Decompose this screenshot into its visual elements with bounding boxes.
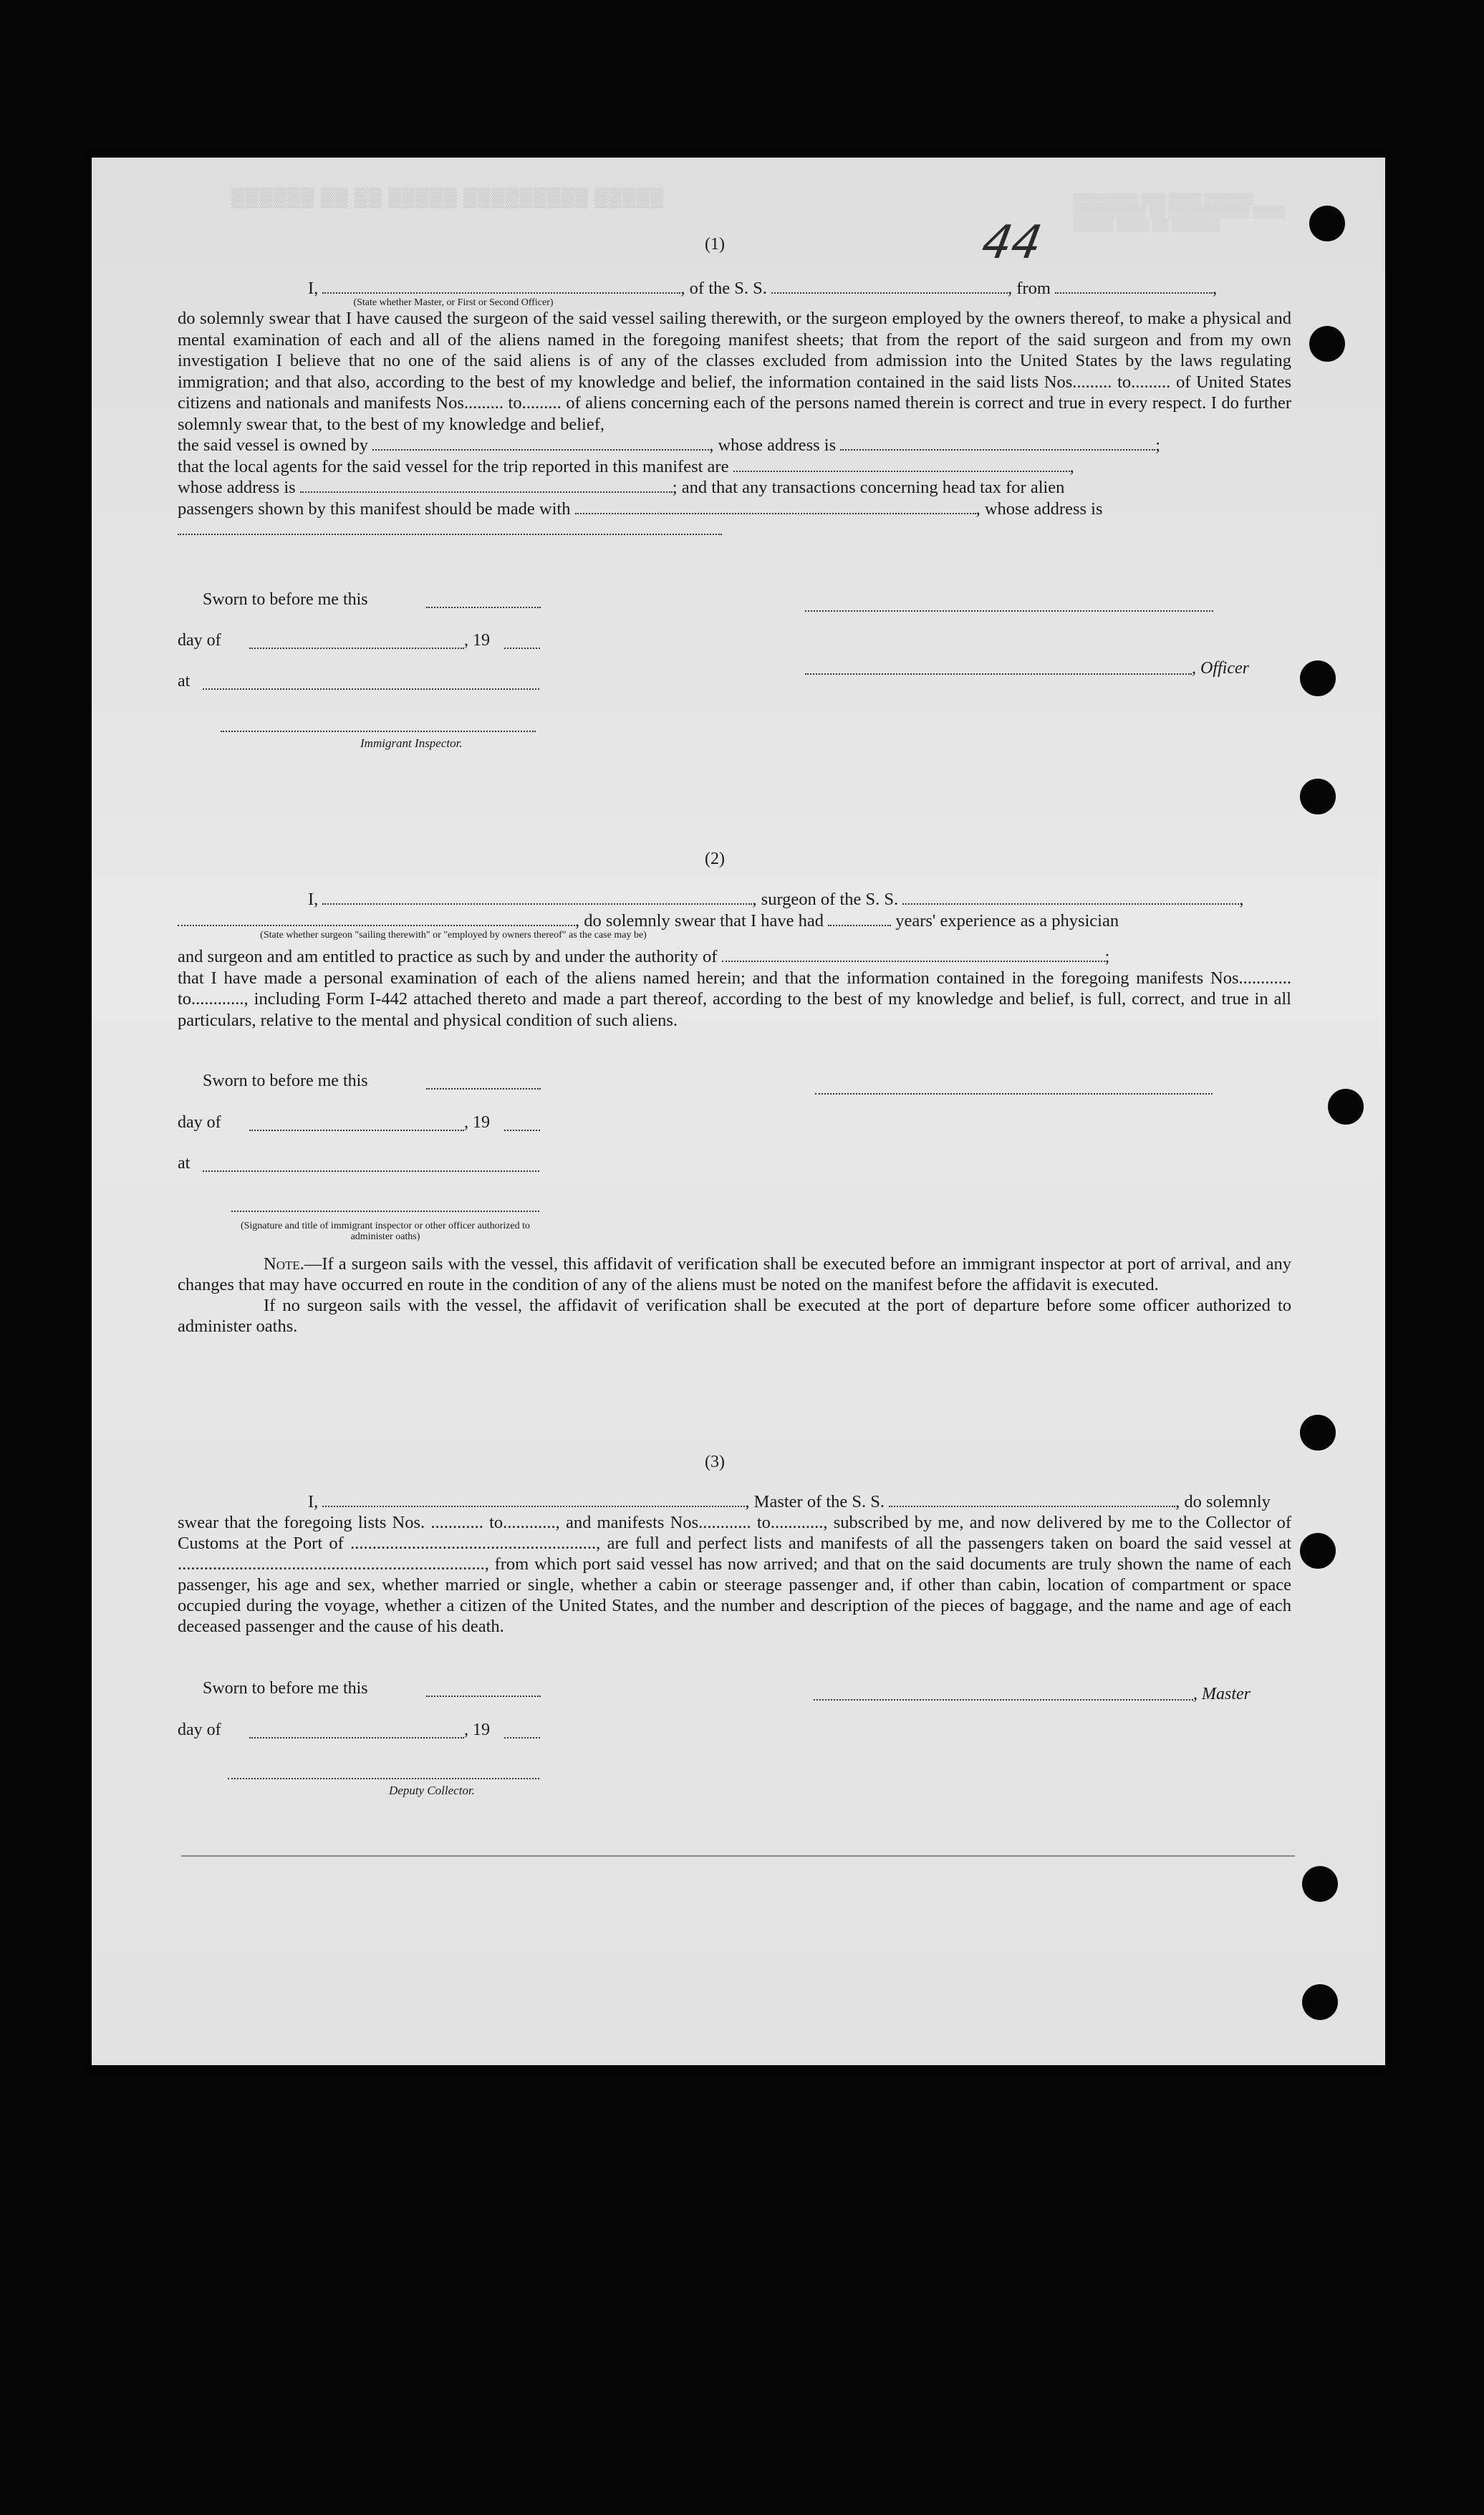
sec3-master-label: , Master of the S. S. <box>745 1492 885 1511</box>
note-label: Note. <box>264 1254 304 1274</box>
deputy-collector-signature-line <box>228 1778 539 1779</box>
head-tax-party-blank <box>575 501 976 514</box>
sec2-day-label: day of <box>178 1113 221 1132</box>
punch-hole <box>1300 779 1336 814</box>
section-3-body <box>178 1512 1291 1637</box>
years-experience-label: years' experience as a physician <box>895 910 1119 930</box>
agent-address-line <box>178 477 1291 499</box>
sec1-from-label: , from <box>1008 279 1051 298</box>
section-2-opening: I, , surgeon of the S. S. , , do solemnly swear that I have had years' experience as a physician <box>178 889 1291 931</box>
sec2-inspector-signature-line <box>231 1211 539 1212</box>
punch-hole <box>1300 660 1336 696</box>
sec2-day-blank <box>249 1130 464 1131</box>
master-name-blank <box>322 1494 745 1507</box>
departure-port-blank <box>1055 281 1213 294</box>
punch-hole <box>1302 1984 1338 2020</box>
sec2-at-label: at <box>178 1154 191 1173</box>
sec1-year-blank <box>504 648 540 649</box>
section-1-body <box>178 308 1291 541</box>
sec1-inspector-signature-line <box>221 731 536 732</box>
immigrant-inspector-caption: Immigrant Inspector. <box>360 736 463 750</box>
surgeon-name-blank <box>322 892 752 905</box>
agent-address-blank <box>300 480 673 493</box>
punch-hole <box>1309 206 1345 241</box>
owner-address-blank <box>840 438 1155 451</box>
punch-hole <box>1302 1866 1338 1902</box>
sec3-day-label: day of <box>178 1721 221 1739</box>
passengers-label: passengers shown by this manifest should be made with <box>178 499 571 519</box>
section-3-number: (3) <box>705 1453 725 1471</box>
officer-signature-line <box>805 673 1192 675</box>
sec2-year-blank <box>504 1130 540 1131</box>
sec2-year-label: , 19 <box>464 1113 490 1132</box>
officer-caption: (State whether Master, or First or Second Officer) <box>353 297 554 308</box>
punch-hole <box>1309 326 1345 362</box>
sec3-sworn-blank <box>426 1696 541 1697</box>
sec2-signature-caption: (Signature and title of immigrant inspector or other officer authorized to administer oaths) <box>240 1221 531 1242</box>
party-address-label: , whose address is <box>975 499 1103 519</box>
years-label: , do solemnly swear that I have had <box>575 910 824 930</box>
head-tax-label: ; and that any transactions concerning head tax for alien <box>672 478 1065 497</box>
party-address-blank <box>178 522 722 535</box>
manifest-page <box>92 158 1385 2065</box>
sec3-day-blank <box>249 1737 464 1739</box>
agent-address-label: whose address is <box>178 478 296 497</box>
sec1-right-signature-line <box>805 610 1213 612</box>
sec2-at-blank <box>203 1170 539 1172</box>
sec1-sworn-blank <box>426 607 541 608</box>
punch-hole <box>1300 1533 1336 1569</box>
sec2-sworn-blank <box>426 1088 541 1090</box>
bleed-through-text-right: ▒▒▒▒▒▒▒▒ ▒▒▒ ▒▒▒▒ ▒▒▒▒▒▒ ▒▒▒▒▒▒▒▒▒ ▒▒ ▒▒▒▒▒▒▒▒▒▒ ▒▒▒▒ ▒▒▒▒▒ ▒▒▒▒ ▒▒ ▒▒▒▒▒▒ <box>1073 193 1286 231</box>
surgeon-note <box>178 1254 1291 1337</box>
note-text-2: If no surgeon sails with the vessel, the affidavit of verification shall be executed at the port of departure before some officer authorized to administer oaths. <box>178 1296 1291 1336</box>
section-2-body: and surgeon and am entitled to practice as such by and under the authority of ; that I have made a personal examination of each of the aliens named herein; and that the information contained in the foregoing manifests Nos............ to............, including Form I-442 attached thereto and made a part thereof, according to the best of my knowledge and belief, is full, correct, and true in all particulars, relative to the mental and physical condition of such aliens. <box>178 947 1291 1030</box>
sec2-ship-blank <box>902 892 1239 905</box>
sec1-year-label: , 19 <box>464 631 490 650</box>
punch-hole <box>1328 1089 1364 1125</box>
owned-by-label: the said vessel is owned by <box>178 436 369 455</box>
sec1-sworn-label: Sworn to before me this <box>203 590 368 609</box>
years-blank <box>828 913 891 926</box>
bottom-rule <box>181 1855 1295 1857</box>
section-1-opening: I, , of the S. S. , from , <box>308 279 1218 298</box>
master-signature-line <box>814 1699 1193 1701</box>
section-1-oath-text: do solemnly swear that I have caused the surgeon of the said vessel sailing therewith, or the surgeon employed by the owners thereof, to make a physical and mental examination of each and all of the aliens named in the foregoing manifest sheets; that from the report of the said surgeon and from my own investigation I believe that no one of the said aliens is of any of the classes excluded from admission into the United States by the laws regulating immigration; and that also, according to the best of my knowledge and belief, the information contained in the said lists Nos......... to......... of United States citizens and nationals and manifests Nos......... to......... of aliens concerning each of the persons named therein is correct and true in every respect. I do further solemnly swear that, to the best of my knowledge and belief, <box>178 309 1291 434</box>
sec2-sworn-label: Sworn to before me this <box>203 1072 368 1090</box>
sec1-i: I, <box>308 279 319 298</box>
ship-name-blank <box>771 281 1008 294</box>
agents-blank <box>733 459 1070 472</box>
sec1-at-label: at <box>178 672 191 691</box>
sec2-ss-label: , surgeon of the S. S. <box>752 890 899 909</box>
owner-blank <box>372 438 709 451</box>
sec3-year-blank <box>504 1737 540 1739</box>
sec1-ss-label: , of the S. S. <box>680 279 767 298</box>
deputy-collector-caption: Deputy Collector. <box>389 1784 475 1797</box>
section-2-oath-text: that I have made a personal examination of each of the aliens named herein; and that the information contained in the foregoing manifests Nos............ to............, including Form I-442 attached thereto and made a part thereof, according to the best of my knowledge and belief, is full, correct, and true in all particulars, relative to the mental and physical condition of such aliens. <box>178 968 1291 1030</box>
passengers-line <box>178 499 1291 520</box>
punch-hole <box>1300 1415 1336 1451</box>
master-label: , Master <box>1193 1685 1251 1703</box>
sec1-at-blank <box>203 688 539 690</box>
sec3-ship-blank <box>889 1494 1175 1507</box>
sec3-year-label: , 19 <box>464 1721 490 1739</box>
officer-name-blank <box>322 281 680 294</box>
bleed-through-text: ▒▒▒▒▒▒ ▒▒ ▒▒ ▒▒▒▒▒ ▒▒▒▒▒▒▒▒▒ ▒▒▒▒▒ <box>231 186 665 208</box>
surgeon-caption: (State whether surgeon "sailing therewith" or "employed by owners thereof" as the case may be) <box>260 930 647 941</box>
sec2-right-signature-line <box>815 1093 1213 1095</box>
sec1-day-label: day of <box>178 631 221 650</box>
section-3-oath-text: swear that the foregoing lists Nos. ............ to............, and manifests Nos............ to............, subscribed by me, and now delivered by me to the Collector of Customs at the Port of ........................................................, are full and perfect lists and manifests of all the passengers taken on board the said vessel at ......................................................................, from which port said vessel has now arrived; and that on the said documents are truly shown the name of each passenger, his age and sex, whether married or single, whether a cabin or steerage passenger and, if other than cabin, location of compartment or space occupied during the voyage, whether a citizen of the United States, and the number and description of the pieces of baggage, and the name and age of each deceased passenger and the cause of his death. <box>178 1513 1291 1636</box>
section-2-number: (2) <box>705 850 725 868</box>
sec2-i: I, <box>308 890 319 909</box>
sec1-day-blank <box>249 648 464 649</box>
sec3-solemnly-label: , do solemnly <box>1175 1492 1271 1511</box>
handwritten-page-number: 44 <box>978 216 1046 269</box>
surgeon-status-blank <box>178 913 575 926</box>
section-1-number: (1) <box>705 235 725 254</box>
agents-label: that the local agents for the said vessel for the trip reported in this manifest are <box>178 456 729 476</box>
authority-blank <box>722 949 1105 962</box>
agents-line: that the local agents for the said vessel for the trip reported in this manifest are , <box>178 456 1074 476</box>
owner-address-label: , whose address is <box>709 436 837 455</box>
officer-label: , Officer <box>1192 659 1249 678</box>
sec3-sworn-label: Sworn to before me this <box>203 1679 368 1698</box>
authority-label: and surgeon and am entitled to practice as such by and under the authority of <box>178 947 718 966</box>
owned-by-line: the said vessel is owned by , whose address is ; <box>178 436 1161 455</box>
section-3-opening <box>178 1491 1291 1513</box>
note-text-1: —If a surgeon sails with the vessel, this affidavit of verification shall be executed before an immigrant inspector at port of arrival, and any changes that may have occurred en route in the condition of any of the aliens must be noted on the manifest before the affidavit is executed. <box>178 1254 1291 1294</box>
sec3-i: I, <box>308 1492 319 1511</box>
